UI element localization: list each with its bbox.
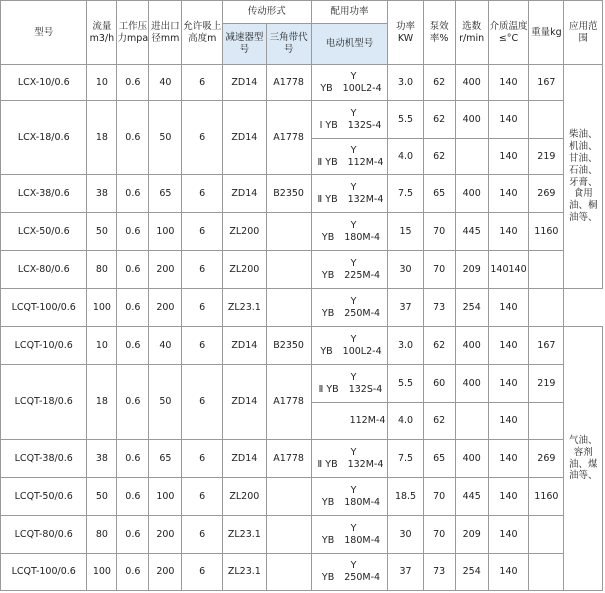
motor-prefix: Y — [350, 484, 357, 496]
cell-model: LCQT-38/0.6 — [1, 440, 87, 478]
motor-prefix: Y — [350, 181, 357, 193]
cell-belt: A1778 — [266, 101, 311, 175]
cell-kw: 5.5 — [388, 101, 423, 139]
cell-speed: 254 — [455, 554, 488, 591]
cell-kw: 5.5 — [388, 365, 423, 403]
cell-kw: 7.5 — [388, 175, 423, 213]
cell-eff: 60 — [423, 365, 455, 403]
cell-belt: B2350 — [266, 175, 311, 213]
motor-prefix-2: YB 180M-4 — [321, 231, 381, 243]
motor-model: 112M-4 — [347, 156, 384, 168]
cell-speed: 400 — [455, 65, 488, 101]
cell-belt — [266, 478, 311, 516]
cell-port: 50 — [149, 101, 182, 175]
cell-flow: 18 — [87, 101, 117, 175]
motor-model: 100L2-4 — [342, 82, 382, 94]
cell-kw: 30 — [388, 251, 423, 289]
cell-port: 200 — [149, 554, 182, 591]
cell-reducer: ZD14 — [222, 365, 266, 440]
cell-suction: 6 — [182, 101, 223, 175]
table-row — [1, 101, 603, 139]
cell-motor — [311, 440, 388, 478]
cell-suction: 6 — [182, 251, 223, 289]
motor-model: 112M-4 — [349, 415, 386, 427]
cell-eff: 62 — [423, 327, 455, 365]
cell-reducer: ZD14 — [222, 175, 266, 213]
cell-port: 200 — [149, 516, 182, 554]
motor-prefix: Y — [350, 333, 357, 345]
header-flow: 流量m3/h — [87, 1, 117, 65]
cell-eff: 62 — [423, 101, 455, 139]
cell-motor — [311, 478, 388, 516]
motor-prefix-2: YB 100L2-4 — [320, 82, 382, 94]
cell-temp: 140 — [488, 440, 529, 478]
cell-suction: 6 — [182, 365, 223, 440]
cell-pressure: 0.6 — [117, 65, 149, 101]
cell-temp: 140 — [488, 516, 529, 554]
cell-flow: 80 — [87, 516, 117, 554]
motor-variant: Ⅱ YB 132M-4 — [317, 193, 384, 205]
cell-flow: 38 — [87, 175, 117, 213]
cell-port: 50 — [149, 365, 182, 440]
motor-prefix: Y — [350, 522, 357, 534]
motor-variant: Ⅰ YB 132S-4 — [319, 119, 382, 131]
header-temperature: 介质温度≤°C — [488, 1, 529, 65]
cell-eff: 73 — [423, 289, 455, 327]
cell-belt — [266, 289, 311, 327]
cell-model: LCQT-100/0.6 — [1, 554, 87, 591]
cell-pressure: 0.6 — [117, 327, 149, 365]
motor-prefix: Y — [350, 219, 357, 231]
motor-prefix: Y — [350, 295, 357, 307]
table-row — [1, 289, 603, 327]
cell-motor — [311, 251, 388, 289]
cell-belt — [266, 516, 311, 554]
header-power-config: 配用功率 — [311, 1, 388, 24]
motor-model: 132M-4 — [347, 458, 384, 470]
cell-temp: 140 — [488, 554, 529, 591]
cell-model: LCQT-50/0.6 — [1, 478, 87, 516]
cell-flow: 38 — [87, 440, 117, 478]
cell-weight — [529, 251, 564, 289]
cell-speed: 400 — [455, 327, 488, 365]
motor-model: 180M-4 — [344, 231, 381, 243]
motor-prefix-2: YB 100L2-4 — [320, 345, 382, 357]
cell-motor — [311, 289, 388, 327]
cell-belt — [266, 213, 311, 251]
motor-prefix-2: YB 250M-4 — [321, 572, 381, 583]
cell-motor — [311, 554, 388, 591]
cell-weight — [529, 554, 564, 591]
cell-speed: 400 — [455, 175, 488, 213]
cell-weight — [529, 289, 564, 327]
cell-port: 200 — [149, 289, 182, 327]
cell-reducer: ZL200 — [222, 478, 266, 516]
motor-model: 180M-4 — [344, 534, 381, 546]
cell-speed: 400 — [455, 365, 488, 403]
cell-temp: 140 — [488, 139, 529, 175]
motor-prefix: Y — [350, 560, 357, 572]
table-row — [1, 554, 603, 591]
cell-flow: 10 — [87, 65, 117, 101]
cell-motor — [311, 175, 388, 213]
cell-pressure: 0.6 — [117, 478, 149, 516]
cell-eff: 70 — [423, 213, 455, 251]
cell-pressure: 0.6 — [117, 516, 149, 554]
motor-prefix: Y — [350, 70, 357, 82]
cell-suction: 6 — [182, 478, 223, 516]
cell-flow: 18 — [87, 365, 117, 440]
cell-flow: 50 — [87, 478, 117, 516]
cell-suction: 6 — [182, 213, 223, 251]
motor-prefix-2: YB 180M-4 — [321, 496, 381, 508]
cell-model: LCX-18/0.6 — [1, 101, 87, 175]
cell-reducer: ZL23.1 — [222, 554, 266, 591]
header-usage: 应用范围 — [564, 1, 603, 65]
cell-belt: A1778 — [266, 440, 311, 478]
motor-prefix-2: YB 180M-4 — [321, 534, 381, 546]
cell-temp: 140 — [488, 65, 529, 101]
cell-flow: 80 — [87, 251, 117, 289]
cell-eff: 62 — [423, 139, 455, 175]
cell-reducer: ZL200 — [222, 213, 266, 251]
cell-port: 100 — [149, 213, 182, 251]
motor-model: 132S-4 — [347, 119, 382, 131]
cell-model: LCX-50/0.6 — [1, 213, 87, 251]
cell-belt: B2350 — [266, 327, 311, 365]
header-suction: 允许吸上高度m — [182, 1, 223, 65]
cell-model: LCX-80/0.6 — [1, 251, 87, 289]
cell-model: LCQT-10/0.6 — [1, 327, 87, 365]
cell-kw: 3.0 — [388, 65, 423, 101]
cell-port: 100 — [149, 478, 182, 516]
header-kw: 功率KW — [388, 1, 423, 65]
cell-temp: 140 — [488, 289, 529, 327]
motor-prefix: Y — [350, 446, 357, 458]
cell-pressure: 0.6 — [117, 289, 149, 327]
cell-suction: 6 — [182, 440, 223, 478]
cell-speed — [455, 139, 488, 175]
cell-reducer: ZD14 — [222, 101, 266, 175]
cell-suction: 6 — [182, 516, 223, 554]
cell-pressure: 0.6 — [117, 440, 149, 478]
header-speed: 选数r/min — [455, 1, 488, 65]
cell-reducer: ZD14 — [222, 65, 266, 101]
cell-temp: 140 — [488, 365, 529, 403]
cell-eff: 70 — [423, 251, 455, 289]
cell-kw: 37 — [388, 554, 423, 591]
cell-temp: 140 — [488, 478, 529, 516]
cell-weight — [529, 516, 564, 554]
cell-temp: 140 — [488, 327, 529, 365]
cell-model: LCX-38/0.6 — [1, 175, 87, 213]
cell-belt: A1778 — [266, 365, 311, 440]
cell-motor — [311, 365, 388, 403]
cell-pressure: 0.6 — [117, 101, 149, 175]
cell-eff: 65 — [423, 440, 455, 478]
cell-flow: 100 — [87, 289, 117, 327]
cell-flow: 10 — [87, 327, 117, 365]
cell-pressure: 0.6 — [117, 213, 149, 251]
cell-speed: 445 — [455, 213, 488, 251]
cell-eff: 70 — [423, 478, 455, 516]
header-weight: 重量kg — [529, 1, 564, 65]
cell-belt: A1778 — [266, 65, 311, 101]
cell-port: 40 — [149, 65, 182, 101]
table-row — [1, 440, 603, 478]
cell-flow: 50 — [87, 213, 117, 251]
cell-port: 200 — [149, 251, 182, 289]
cell-eff: 73 — [423, 554, 455, 591]
cell-weight: 1160 — [529, 213, 564, 251]
cell-port: 65 — [149, 440, 182, 478]
motor-variant: Ⅱ YB 112M-4 — [317, 156, 384, 168]
cell-kw: 37 — [388, 289, 423, 327]
cell-speed: 400 — [455, 440, 488, 478]
cell-kw: 7.5 — [388, 440, 423, 478]
cell-temp: 140 — [488, 403, 529, 440]
cell-kw: 4.0 — [388, 403, 423, 440]
motor-variant — [312, 415, 388, 427]
table-row — [1, 478, 603, 516]
table-row — [1, 365, 603, 403]
motor-prefix-2: YB 250M-4 — [321, 307, 381, 319]
header-drive: 传动形式 — [222, 1, 311, 24]
motor-prefix: Y — [350, 107, 357, 119]
cell-weight: 167 — [529, 327, 564, 365]
cell-suction: 6 — [182, 327, 223, 365]
motor-model: 250M-4 — [344, 307, 381, 319]
cell-reducer: ZL23.1 — [222, 289, 266, 327]
table-row — [1, 327, 603, 365]
header-motor: 电动机型号 — [311, 24, 388, 65]
cell-speed — [455, 403, 488, 440]
cell-speed: 445 — [455, 478, 488, 516]
motor-variant: Ⅱ YB 132M-4 — [317, 458, 384, 470]
cell-temp: 140140 — [488, 251, 529, 289]
header-pressure: 工作压力mpa — [117, 1, 149, 65]
header-efficiency: 泵效率% — [423, 1, 455, 65]
cell-motor — [311, 139, 388, 175]
motor-prefix: Y — [350, 257, 357, 269]
cell-reducer: ZL23.1 — [222, 516, 266, 554]
cell-motor — [311, 65, 388, 101]
cell-reducer: ZD14 — [222, 440, 266, 478]
motor-model: 100L2-4 — [342, 345, 382, 357]
header-row-1 — [1, 1, 603, 24]
cell-kw: 15 — [388, 213, 423, 251]
cell-kw: 18.5 — [388, 478, 423, 516]
cell-belt — [266, 554, 311, 591]
cell-speed: 400 — [455, 101, 488, 139]
cell-weight: 167 — [529, 65, 564, 101]
cell-temp: 140 — [488, 101, 529, 139]
cell-model: LCQT-80/0.6 — [1, 516, 87, 554]
usage-group-2: 气油、容剂油、煤油等、 — [564, 327, 603, 591]
cell-eff: 65 — [423, 175, 455, 213]
motor-model: 225M-4 — [344, 269, 381, 281]
cell-eff: 70 — [423, 516, 455, 554]
cell-reducer: ZL200 — [222, 251, 266, 289]
cell-kw: 30 — [388, 516, 423, 554]
cell-port: 40 — [149, 327, 182, 365]
cell-motor — [311, 101, 388, 139]
header-belt: 三角带代号 — [266, 24, 311, 65]
cell-temp: 140 — [488, 213, 529, 251]
cell-suction: 6 — [182, 175, 223, 213]
table-row — [1, 516, 603, 554]
motor-model: 180M-4 — [344, 496, 381, 508]
cell-weight: 269 — [529, 175, 564, 213]
cell-speed: 254 — [455, 289, 488, 327]
cell-motor — [311, 213, 388, 251]
cell-speed: 209 — [455, 516, 488, 554]
cell-pressure: 0.6 — [117, 175, 149, 213]
header-port: 进出口径mm — [149, 1, 182, 65]
cell-pressure: 0.6 — [117, 554, 149, 591]
cell-weight: 1160 — [529, 478, 564, 516]
cell-pressure: 0.6 — [117, 251, 149, 289]
cell-weight — [529, 403, 564, 440]
table-row — [1, 213, 603, 251]
cell-model: LCQT-100/0.6 — [1, 289, 87, 327]
cell-reducer: ZD14 — [222, 327, 266, 365]
cell-weight: 269 — [529, 440, 564, 478]
motor-prefix: Y — [350, 144, 357, 156]
motor-model: 250M-4 — [344, 572, 381, 583]
motor-model: 132M-4 — [347, 193, 384, 205]
cell-weight — [529, 101, 564, 139]
cell-temp: 140 — [488, 175, 529, 213]
cell-model: LCX-10/0.6 — [1, 65, 87, 101]
cell-flow: 100 — [87, 554, 117, 591]
cell-kw: 3.0 — [388, 327, 423, 365]
cell-eff: 62 — [423, 403, 455, 440]
table-row — [1, 65, 603, 101]
cell-speed: 209 — [455, 251, 488, 289]
cell-motor — [311, 516, 388, 554]
cell-motor — [311, 327, 388, 365]
header-reducer: 减速器型号 — [222, 24, 266, 65]
cell-suction: 6 — [182, 65, 223, 101]
cell-suction: 6 — [182, 289, 223, 327]
motor-model: 132S-4 — [348, 383, 383, 395]
cell-weight: 219 — [529, 139, 564, 175]
motor-prefix-2: YB 225M-4 — [321, 269, 381, 281]
usage-group-1: 柴油、机油、甘油、石油、牙膏、食用油、桐油等、 — [564, 65, 603, 289]
header-model: 型号 — [1, 1, 87, 65]
cell-kw: 4.0 — [388, 139, 423, 175]
cell-eff: 62 — [423, 65, 455, 101]
cell-suction: 6 — [182, 554, 223, 591]
table-row — [1, 251, 603, 289]
motor-prefix: Y — [350, 371, 357, 383]
cell-port: 65 — [149, 175, 182, 213]
cell-model: LCQT-18/0.6 — [1, 365, 87, 440]
cell-pressure: 0.6 — [117, 365, 149, 440]
motor-variant: Ⅱ YB 132S-4 — [318, 383, 383, 395]
cell-belt — [266, 251, 311, 289]
cell-motor — [311, 403, 388, 440]
table-row — [1, 175, 603, 213]
cell-weight: 219 — [529, 365, 564, 403]
